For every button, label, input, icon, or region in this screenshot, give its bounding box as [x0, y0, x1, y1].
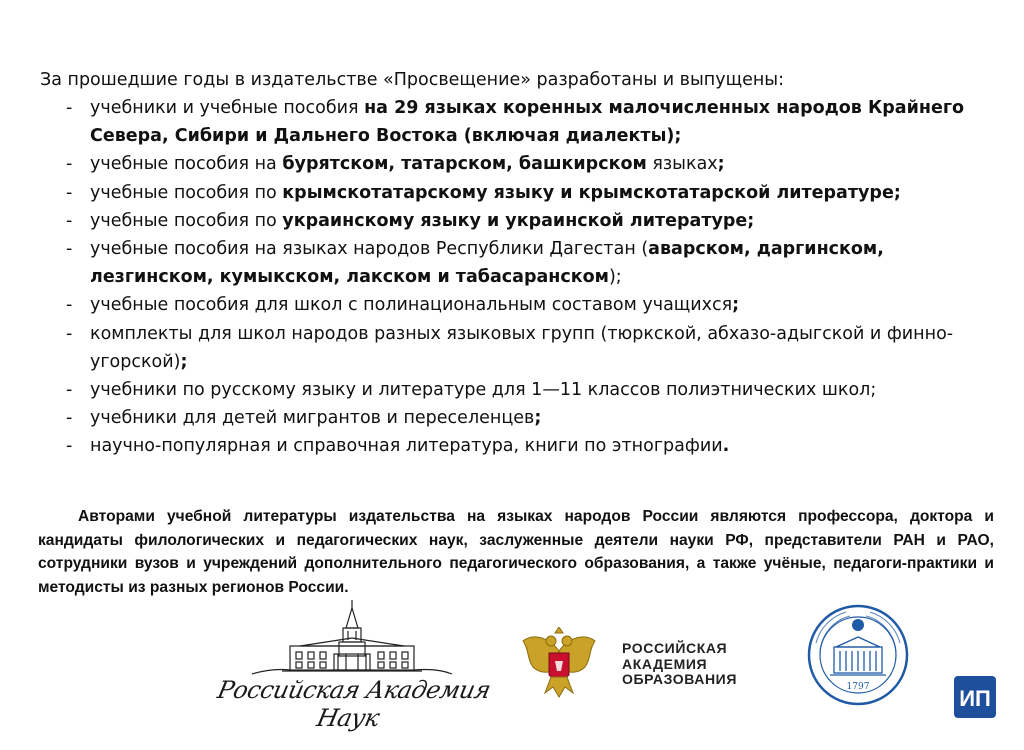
- list-item: [66, 235, 966, 291]
- list-item-text: учебные пособия на языках народов Республики Дагестан (: [90, 239, 649, 260]
- bullet-dash: -: [66, 408, 73, 429]
- bullet-dash: -: [66, 210, 73, 231]
- list-item: [66, 179, 966, 207]
- ran-script-title: Российская Академия Наук: [215, 676, 493, 732]
- list-item-text: учебники и учебные пособия: [90, 98, 365, 118]
- list-item-bold-text: бурятском, татарском, башкирском: [282, 154, 647, 175]
- publisher-logo-icon: [954, 676, 996, 718]
- bullet-dash: -: [66, 295, 73, 316]
- list-item: [66, 376, 966, 404]
- list-item-text: учебные пособия на: [90, 154, 283, 175]
- rao-title: [622, 641, 772, 688]
- publisher-logo[interactable]: [954, 676, 996, 718]
- intro-text: За прошедшие годы в издательстве «Просвещение» разработаны и выпущены:: [40, 70, 784, 90]
- list-item-bold-text: крымскотатарскому языку и крымскотатарской литературе;: [282, 182, 901, 203]
- list-item-bold-text: аварском, даргинском, лезгинском, кумыкском, лакском и табасаранском: [90, 239, 884, 288]
- bullet-dash: -: [66, 182, 73, 203]
- publisher-logo-letters: ИП: [959, 686, 991, 711]
- bullet-dash: -: [66, 154, 73, 175]
- list-item-bold-text: украинскому языку и украинской литературе;: [282, 210, 755, 231]
- bullet-dash: -: [66, 380, 73, 401]
- list-item: [66, 291, 966, 319]
- list-item-text: учебные пособия для школ с полинациональным составом учащихся: [90, 295, 733, 316]
- bullet-dash: -: [66, 436, 73, 457]
- list-item-bold-text: ;: [534, 408, 542, 429]
- authors-paragraph: Авторами учебной литературы издательства на языках народов России являются профессора, доктора и кандидаты филологических и педагогических наук, заслуженные деятели науки РФ, представители РАН и РАО, сотрудники вузов и учреждений дополнительного педагогического образования, а также учёные, педагоги-практики и методисты из разных регионов России.: [38, 508, 994, 596]
- rao-line2: АКАДЕМИЯ: [622, 655, 708, 672]
- list-item-text: );: [608, 267, 622, 288]
- ran-building-icon: [212, 598, 490, 678]
- list-item-bold-text: ;: [180, 351, 188, 372]
- bullet-dash: -: [66, 323, 73, 344]
- list-item-text: комплекты для школ народов разных языковых групп (тюркской, абхазо-адыгской и финно-угорской): [90, 323, 954, 372]
- bullet-dash: -: [66, 239, 73, 260]
- publications-list: [66, 94, 966, 461]
- list-item-text: учебники для детей мигрантов и переселенцев: [90, 408, 535, 429]
- list-item-text: учебники по русскому языку и литературе для 1—11 классов полиэтнических школ;: [90, 380, 877, 401]
- list-item: [66, 150, 966, 178]
- list-item-text: научно-популярная и справочная литература, книги по этнографии: [90, 436, 723, 457]
- list-item: [66, 404, 966, 432]
- list-item-bold-text: .: [722, 436, 730, 457]
- list-item: [66, 320, 966, 376]
- list-item-bold-text: ;: [717, 154, 725, 175]
- rao-line3: ОБРАЗОВАНИЯ: [622, 671, 738, 687]
- coat-of-arms-icon: [519, 627, 599, 703]
- list-item-bold-text: ;: [732, 295, 740, 316]
- list-item-text: языках: [646, 154, 718, 175]
- ran-logo: [212, 598, 493, 732]
- list-item: [66, 94, 966, 150]
- university-year: 1797: [846, 682, 870, 692]
- list-item-text: учебные пособия по: [90, 182, 283, 203]
- rao-line1: РОССИЙСКАЯ: [622, 640, 728, 656]
- list-item: [66, 207, 966, 235]
- list-item-text: учебные пособия по: [90, 210, 283, 231]
- bullet-dash: -: [66, 98, 73, 118]
- university-seal-icon: [806, 603, 910, 707]
- list-item: [66, 432, 966, 460]
- list-item-bold-text: на 29 языках коренных малочисленных народов Крайнего Севера, Сибири и Дальнего Востока (включая диалекты);: [90, 98, 964, 147]
